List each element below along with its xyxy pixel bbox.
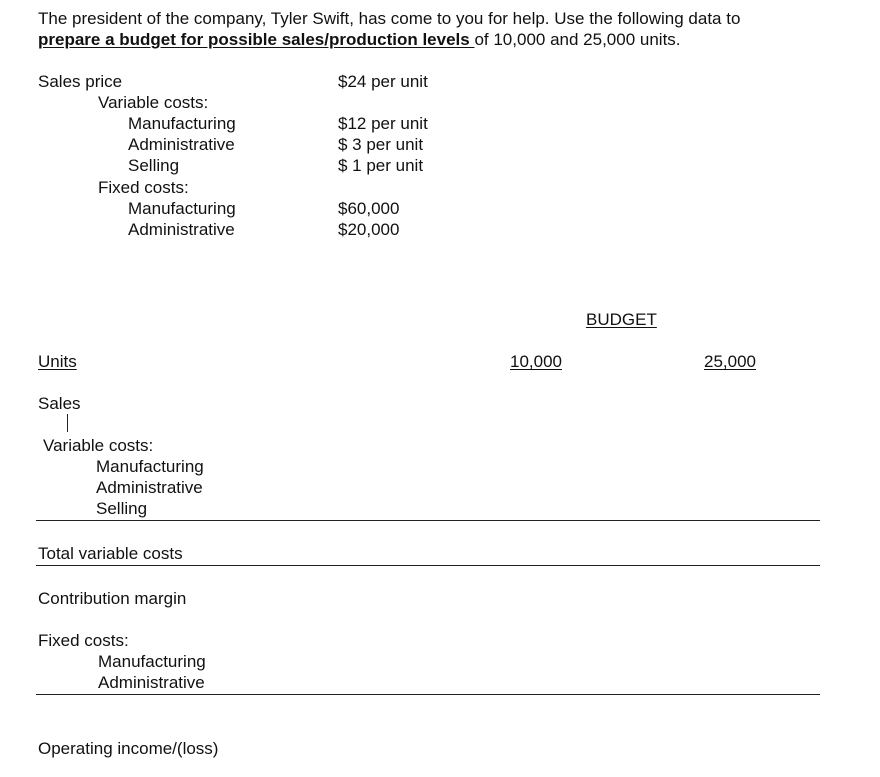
given-variable-item-label: Selling bbox=[128, 156, 180, 175]
given-variable-costs-label: Variable costs: bbox=[98, 93, 209, 112]
intro-emphasis: prepare a budget for possible sales/production levels bbox=[38, 30, 475, 49]
given-variable-item-value: $ 1 per unit bbox=[338, 156, 424, 175]
given-fixed-item-label: Administrative bbox=[128, 220, 235, 239]
divider-rule bbox=[36, 520, 820, 521]
intro-rest: of 10,000 and 25,000 units. bbox=[474, 30, 681, 49]
units-col-25000: 25,000 bbox=[704, 352, 756, 371]
budget-variable-item: Administrative bbox=[96, 478, 203, 497]
given-fixed-item-value: $60,000 bbox=[338, 199, 400, 218]
units-label: Units bbox=[38, 352, 77, 371]
given-variable-item-value: $ 3 per unit bbox=[338, 135, 424, 154]
divider-rule bbox=[36, 565, 820, 566]
budget-variable-costs-label: Variable costs: bbox=[43, 436, 154, 455]
budget-variable-item: Selling bbox=[96, 499, 148, 518]
divider-rule bbox=[36, 694, 820, 695]
sales-price-label: Sales price bbox=[38, 72, 123, 91]
total-variable-costs-label: Total variable costs bbox=[38, 544, 183, 563]
budget-fixed-costs-label: Fixed costs: bbox=[38, 631, 129, 650]
operating-income-label: Operating income/(loss) bbox=[38, 739, 219, 758]
sales-label: Sales bbox=[38, 394, 81, 413]
units-col-10000: 10,000 bbox=[510, 352, 562, 371]
budget-fixed-item: Manufacturing bbox=[98, 652, 206, 671]
intro-line-1: The president of the company, Tyler Swift, has come to you for help. Use the following data to bbox=[38, 9, 741, 28]
intro-line-2 bbox=[38, 30, 681, 50]
contribution-margin-label: Contribution margin bbox=[38, 589, 187, 608]
text-cursor bbox=[67, 414, 68, 432]
given-fixed-item-label: Manufacturing bbox=[128, 199, 236, 218]
given-variable-item-label: Manufacturing bbox=[128, 114, 236, 133]
budget-variable-item: Manufacturing bbox=[96, 457, 204, 476]
given-variable-item-value: $12 per unit bbox=[338, 114, 428, 133]
given-variable-item-label: Administrative bbox=[128, 135, 235, 154]
given-fixed-costs-label: Fixed costs: bbox=[98, 178, 189, 197]
budget-fixed-item: Administrative bbox=[98, 673, 205, 692]
given-fixed-item-value: $20,000 bbox=[338, 220, 400, 239]
budget-title: BUDGET bbox=[586, 310, 657, 329]
sales-price-value: $24 per unit bbox=[338, 72, 428, 91]
